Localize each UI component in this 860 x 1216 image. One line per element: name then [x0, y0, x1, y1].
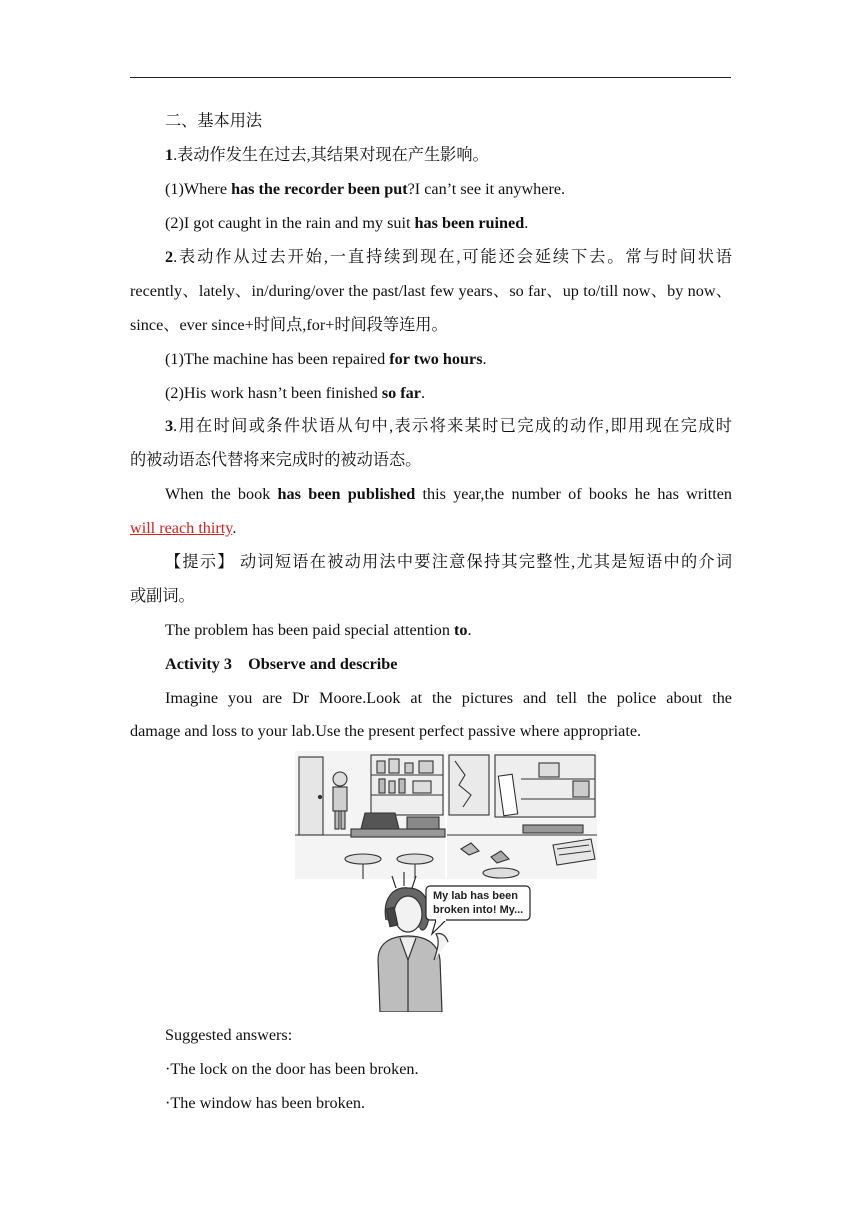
speech-bubble-line-1: My lab has been	[433, 890, 518, 902]
example-text: .	[420, 384, 425, 402]
example-text: .	[232, 519, 237, 537]
header-rule	[130, 77, 731, 78]
example-text: .	[482, 350, 487, 368]
usage-3-text: .用在时间或条件状语从句中,表示将来某时已完成的动作,即用现在完成时	[173, 417, 732, 435]
usage-2-line-3: since、ever since+时间点,for+时间段等连用。	[130, 316, 448, 334]
tip-line-2: 或副词。	[130, 587, 195, 605]
usage-1-example-1	[165, 179, 732, 199]
usage-3-example-cont	[130, 518, 732, 538]
example-text: ?I can’t see it anywhere.	[407, 180, 566, 198]
red-answer: will reach thirty	[130, 519, 233, 537]
answer-item: ·The lock on the door has been broken.	[165, 1060, 419, 1078]
example-text: .	[524, 214, 529, 232]
usage-1-example-2	[165, 213, 732, 233]
activity-title: Activity 3 Observe and describe	[165, 655, 398, 673]
usage-2-text: .表动作从过去开始,一直持续到现在,可能还会延续下去。常与时间状语	[173, 248, 732, 266]
example-text: When the book	[165, 485, 278, 503]
tip-label: 【提示】	[165, 553, 235, 571]
example-text: this year,the number of books he has written	[415, 485, 733, 503]
activity-line-1: Imagine you are Dr Moore.Look at the pictures and tell the police about the	[165, 689, 732, 707]
usage-3-number: 3	[165, 417, 174, 435]
example-text: (1)Where	[165, 180, 232, 198]
usage-1-text: .表动作发生在过去,其结果对现在产生影响。	[173, 146, 489, 164]
usage-1-number: 1	[165, 146, 174, 164]
usage-3-line-2: 的被动语态代替将来完成时的被动语态。	[130, 451, 422, 469]
tip-text: 动词短语在被动用法中要注意保持其完整性,尤其是短语中的介词	[234, 553, 733, 571]
example-bold: has the recorder been put	[231, 180, 408, 198]
example-bold: so far	[381, 384, 421, 402]
answers-heading: Suggested answers:	[165, 1026, 293, 1044]
example-bold: has been ruined	[414, 214, 525, 232]
speech-bubble-line-2: broken into! My...	[433, 904, 524, 916]
section-heading: 二、基本用法	[165, 112, 263, 130]
example-bold: has been published	[277, 485, 416, 503]
answer-item: ·The window has been broken.	[165, 1094, 366, 1112]
example-text: .	[467, 621, 472, 639]
example-bold: for two hours	[389, 350, 483, 368]
example-text: The problem has been paid special attention	[165, 621, 455, 639]
usage-2-line-1	[165, 247, 732, 267]
woman-phone-illustration	[364, 868, 540, 1012]
usage-2-example-1	[165, 349, 732, 369]
example-text: (1)The machine has been repaired	[165, 350, 390, 368]
usage-1	[165, 145, 732, 165]
usage-3-line-1	[165, 416, 732, 436]
lab-illustration	[295, 751, 597, 879]
tip-example	[165, 620, 732, 640]
example-text: (2)His work hasn’t been finished	[165, 384, 382, 402]
example-bold: to	[454, 621, 468, 639]
tip-line-1	[165, 552, 732, 572]
usage-2-example-2	[165, 383, 732, 403]
example-text: (2)I got caught in the rain and my suit	[165, 214, 415, 232]
usage-3-example	[165, 484, 732, 504]
usage-2-number: 2	[165, 248, 174, 266]
usage-2-line-2: recently、lately、in/during/over the past/last few years、so far、up to/till now、by now、	[130, 282, 732, 300]
activity-line-2: damage and loss to your lab.Use the present perfect passive where appropriate.	[130, 722, 642, 740]
